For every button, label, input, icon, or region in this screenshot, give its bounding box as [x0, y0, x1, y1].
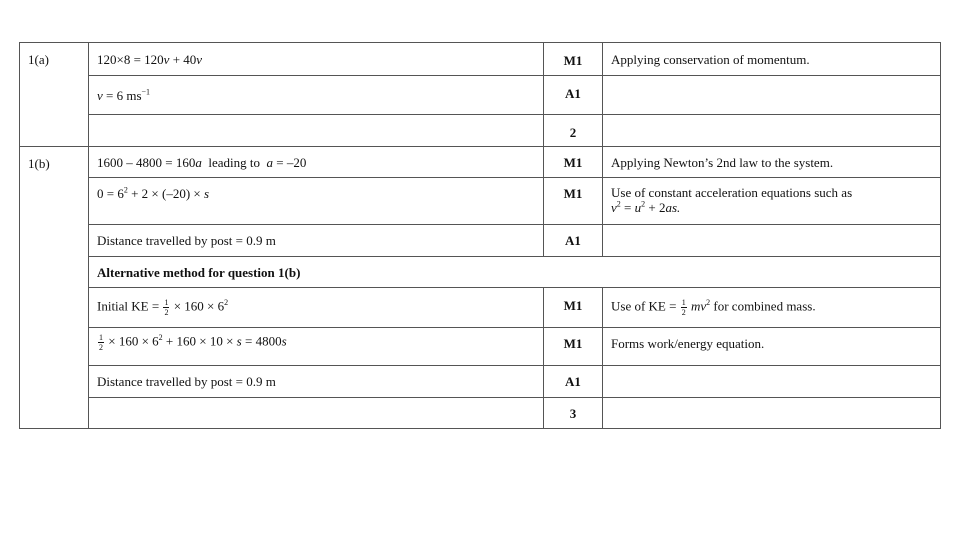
table-row [20, 43, 941, 76]
answer-cell [89, 115, 544, 147]
answer-cell: Distance travelled by post = 0.9 m [89, 366, 544, 398]
guidance-cell [603, 398, 941, 429]
table-row [20, 76, 941, 115]
mark-cell: M1 [544, 43, 603, 76]
table-row [20, 366, 941, 398]
mark-scheme-table [19, 42, 941, 429]
mark-cell: M1 [544, 328, 603, 366]
guidance-cell [603, 225, 941, 257]
answer-cell: Initial KE = $\frac{1}{2}$ × $160 \times 6^2$ [89, 288, 544, 328]
table-row [20, 257, 941, 288]
mark-cell: A1 [544, 76, 603, 115]
guidance-cell: Forms work/energy equation. [603, 328, 941, 366]
mark-cell: M1 [544, 147, 603, 178]
answer-cell [89, 398, 544, 429]
answer-cell: v = 6 $ms^{-1}$ [89, 76, 544, 115]
table-row [20, 398, 941, 429]
table-row [20, 225, 941, 257]
guidance-cell: Use of KE = $\frac{1}{2}$ $mv^2$ for combined mass. [603, 288, 941, 328]
guidance-cell: Applying conservation of momentum. [603, 43, 941, 76]
mark-cell: M1 [544, 288, 603, 328]
table-row [20, 288, 941, 328]
total-mark-cell: 2 [544, 115, 603, 147]
answer-cell: $\frac{1}{2}$ × $160 \times 6^2 + 160 \times 10 \times s = 4800s$ [89, 328, 544, 366]
question-number: 1(a) [20, 43, 89, 147]
guidance-cell [603, 115, 941, 147]
answer-cell: 1600 – 4800 = 160a leading to a = –20 [89, 147, 544, 178]
mark-cell: A1 [544, 366, 603, 398]
table-row [20, 147, 941, 178]
answer-cell: 120×8 = 120v + 40v [89, 43, 544, 76]
answer-cell: $0 = 6^2 + 2 \times (-20) \times s$ [89, 178, 544, 225]
table-row [20, 328, 941, 366]
guidance-cell: Use of constant acceleration equations such as $v^2 = u^2 + 2as$. [603, 178, 941, 225]
answer-cell: Distance travelled by post = 0.9 m [89, 225, 544, 257]
guidance-cell [603, 366, 941, 398]
table-row [20, 178, 941, 225]
total-mark-cell: 3 [544, 398, 603, 429]
mark-cell: M1 [544, 178, 603, 225]
guidance-cell [603, 76, 941, 115]
question-number: 1(b) [20, 147, 89, 429]
mark-cell: A1 [544, 225, 603, 257]
table-row [20, 115, 941, 147]
guidance-cell: Applying Newton’s 2nd law to the system. [603, 147, 941, 178]
alternative-method-heading: Alternative method for question 1(b) [89, 257, 941, 288]
